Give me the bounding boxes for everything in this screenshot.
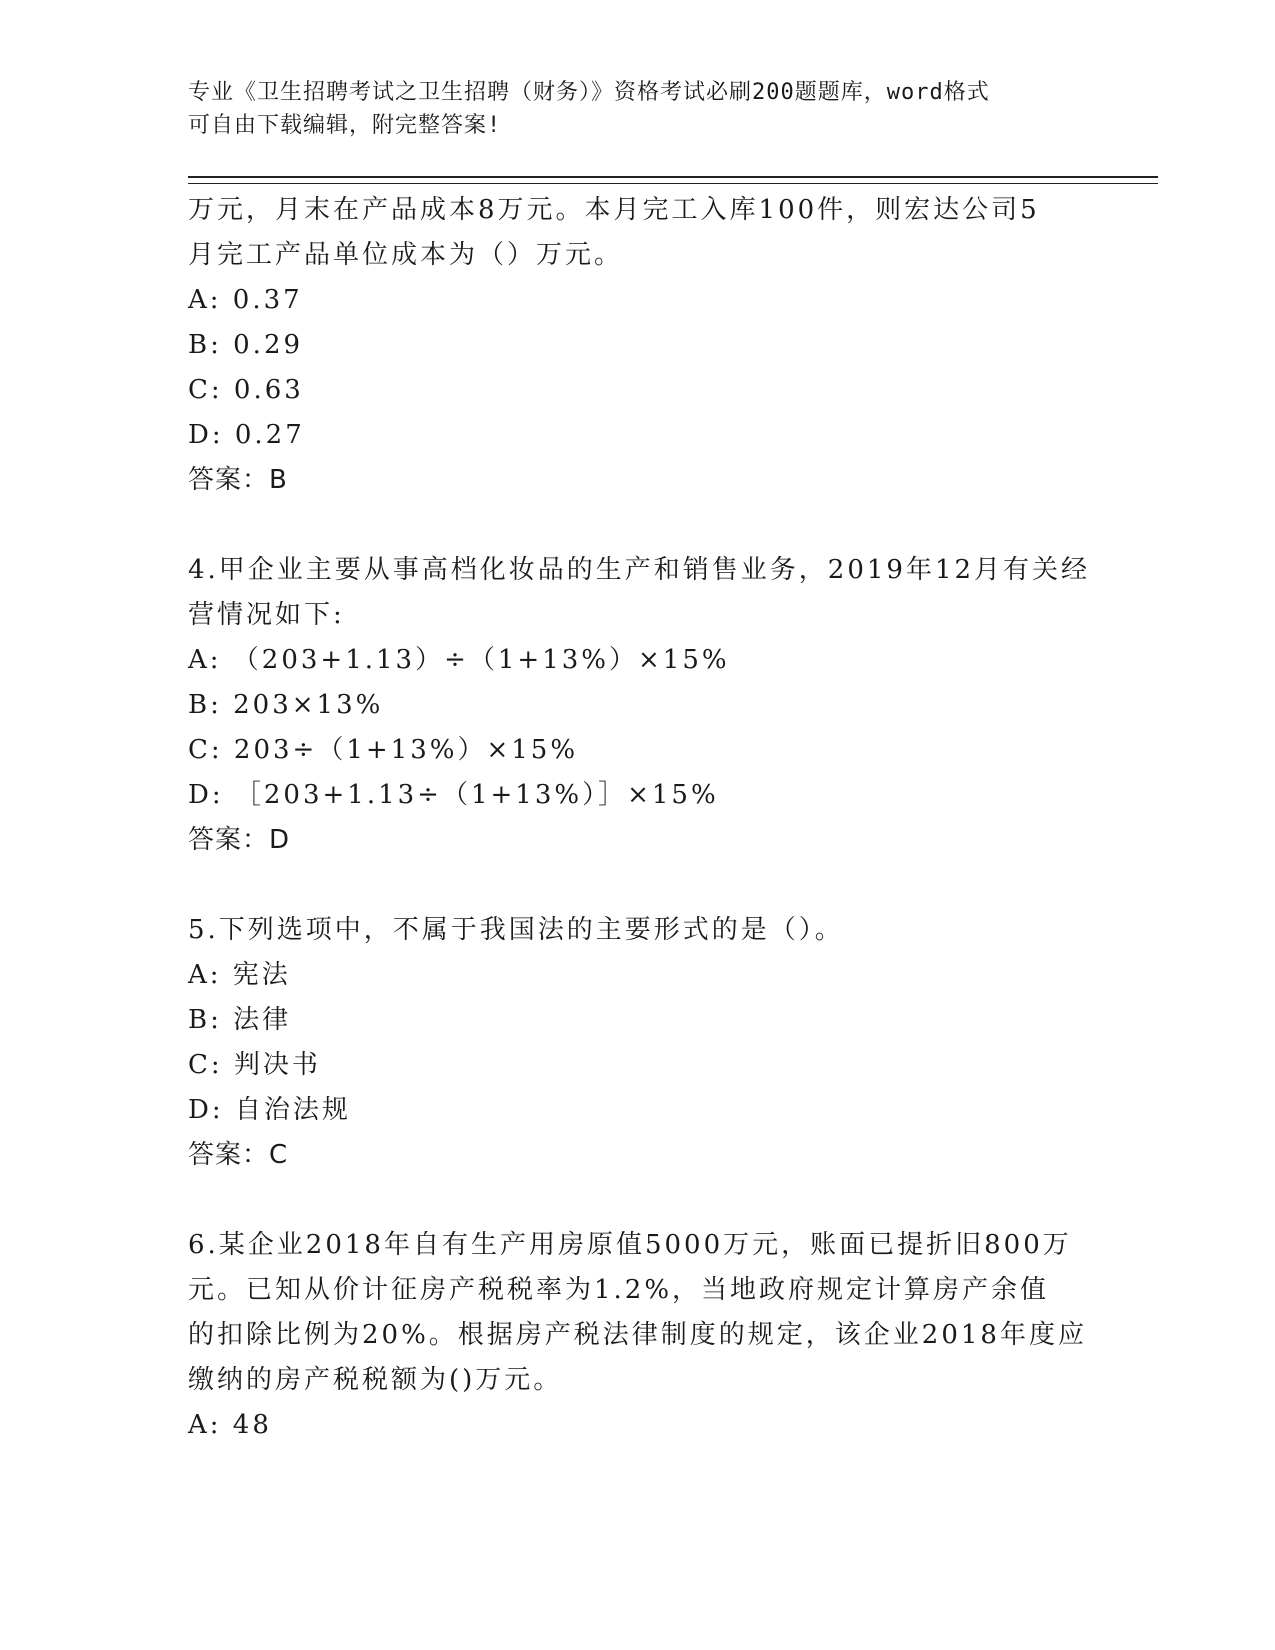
option-a: A: （203+1.13）÷（1+13%）×15% [188, 645, 730, 675]
question-text-line: 元。已知从价计征房产税税率为1.2%，当地政府规定计算房产余值 [188, 1275, 1050, 1305]
question-spacer [188, 503, 1088, 548]
question-text-line: 营情况如下: [188, 600, 345, 630]
option-d: D: ［203+1.13÷（1+13%）］×15% [188, 780, 719, 810]
option-c: C: 判决书 [188, 1050, 321, 1080]
header-rule-thin [188, 183, 1158, 184]
option-b: B: 法律 [188, 1005, 292, 1035]
question-3 [188, 188, 1088, 503]
answer-line: 答案：B [188, 465, 288, 495]
question-spacer [188, 863, 1088, 908]
option-a: A: 48 [188, 1410, 272, 1440]
option-c: C: 203÷（1+13%）×15% [188, 735, 579, 765]
question-5 [188, 908, 1088, 1178]
question-text-line: 5.下列选项中，不属于我国法的主要形式的是（）。 [188, 915, 844, 945]
document-header [188, 76, 1068, 142]
question-text-line: 月完工产品单位成本为（）万元。 [188, 240, 624, 270]
option-c: C: 0.63 [188, 375, 304, 405]
answer-line: 答案：C [188, 1140, 289, 1170]
question-list [188, 188, 1091, 1448]
option-b: B: 203×13% [188, 690, 384, 720]
question-text-line: 的扣除比例为20%。根据房产税法律制度的规定，该企业2018年度应 [188, 1320, 1087, 1350]
header-title-line-1: 专业《卫生招聘考试之卫生招聘（财务）》资格考试必刷200题题库，word格式 [188, 80, 990, 105]
question-text-line: 万元，月末在产品成本8万元。本月完工入库100件，则宏达公司5 [188, 195, 1040, 225]
option-a: A: 宪法 [188, 960, 291, 990]
option-a: A: 0.37 [188, 285, 303, 315]
header-title-line-2: 可自由下载编辑，附完整答案! [188, 113, 502, 138]
question-4 [188, 548, 1091, 863]
answer-line: 答案：D [188, 825, 291, 855]
question-text-line: 4.甲企业主要从事高档化妆品的生产和销售业务，2019年12月有关经 [188, 555, 1091, 585]
question-text-line: 6.某企业2018年自有生产用房原值5000万元，账面已提折旧800万 [188, 1230, 1072, 1260]
question-spacer [188, 1178, 1088, 1223]
option-d: D: 0.27 [188, 420, 305, 450]
question-text-line: 缴纳的房产税税额为()万元。 [188, 1365, 563, 1395]
option-b: B: 0.29 [188, 330, 304, 360]
header-rule-thick [188, 176, 1158, 178]
question-6 [188, 1223, 1088, 1448]
option-d: D: 自治法规 [188, 1095, 351, 1125]
